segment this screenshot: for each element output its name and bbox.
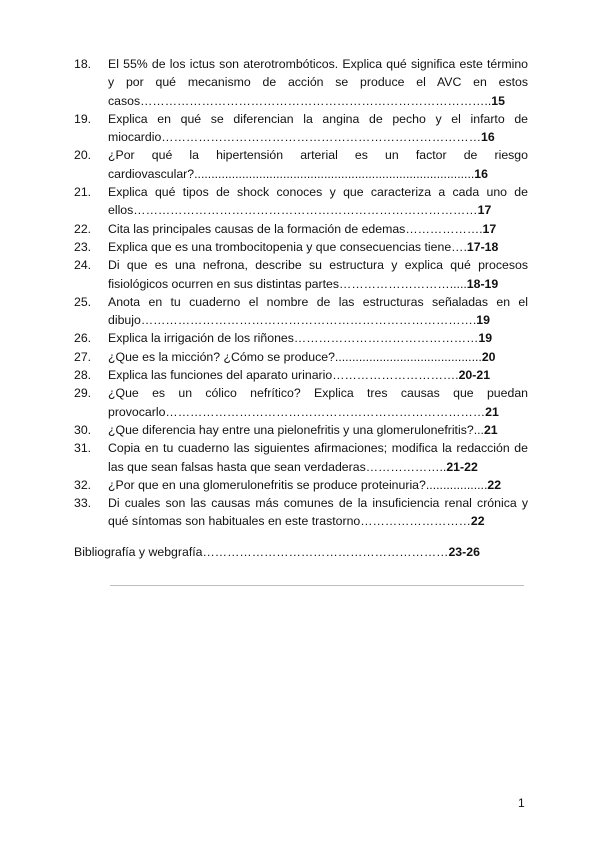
toc-entry-18 xyxy=(74,55,528,110)
table-of-contents xyxy=(74,55,528,531)
toc-entry-number: 25. xyxy=(74,294,92,309)
toc-entry-page: 22 xyxy=(487,477,502,492)
toc-entry-page: 17 xyxy=(477,203,492,218)
toc-entry-page: 19 xyxy=(476,313,490,328)
toc-entry-26 xyxy=(74,329,528,347)
toc-entry-page: 17 xyxy=(482,221,497,236)
toc-entry-number: 29. xyxy=(74,386,92,401)
toc-entry-25 xyxy=(74,293,528,330)
toc-entry-number: 23. xyxy=(74,239,92,254)
toc-entry-text: Explica qué tipos de shock conoces y que caracteriza a cada uno de ellos………………………………………………………………………… xyxy=(108,185,528,218)
toc-entry-bibliography xyxy=(74,543,528,561)
toc-entry-33 xyxy=(74,494,528,531)
toc-entry-text: Explica la irrigación de los riñones……………………………………… xyxy=(108,331,479,346)
toc-entry-number: 33. xyxy=(74,496,92,511)
toc-entry-number: 27. xyxy=(74,349,92,364)
toc-entry-29 xyxy=(74,384,528,421)
toc-entry-page: 16 xyxy=(481,130,495,145)
toc-entry-31 xyxy=(74,439,528,476)
toc-entry-number: 32. xyxy=(74,477,92,492)
toc-entry-text: Copia en tu cuaderno las siguientes afirmaciones; modifica la redacción de las que sean falsas hasta que sean verdaderas……………….. xyxy=(108,441,528,474)
toc-entry-page: 21 xyxy=(485,404,499,419)
toc-entry-22 xyxy=(74,220,528,238)
toc-entry-text: Anota en tu cuaderno el nombre de las estructuras señaladas en el dibujo………………………………………………………………………. xyxy=(108,294,528,328)
toc-entry-19 xyxy=(74,110,528,147)
toc-entry-text: Di cuales son las causas más comunes de la insuficiencia renal crónica y qué síntomas son habituales en este trastorno……………………… xyxy=(108,496,528,529)
toc-entry-number: 21. xyxy=(74,185,92,200)
toc-entry-28 xyxy=(74,366,528,384)
toc-entry-text: Explica que es una trombocitopenia y que consecuencias tiene…. xyxy=(108,239,467,254)
toc-entry-number: 30. xyxy=(74,422,92,437)
toc-entry-text: Di que es una nefrona, describe su estructura y explica qué procesos fisiológicos ocurren en sus distintas partes………………………..... xyxy=(108,258,528,291)
toc-entry-20 xyxy=(74,146,528,183)
bibliography-text: Bibliografía y webgrafía…………………………………………………… xyxy=(74,545,449,559)
toc-entry-number: 26. xyxy=(74,331,92,346)
toc-entry-23 xyxy=(74,238,528,256)
toc-entry-page: 16 xyxy=(474,166,488,181)
toc-entry-text: ¿Por qué la hipertensión arterial es un factor de riesgo cardiovascular?.................................................................................. xyxy=(108,148,528,181)
toc-entry-page: 22 xyxy=(470,514,485,529)
toc-entry-text: Cita las principales causas de la formación de edemas………………. xyxy=(108,221,483,236)
toc-entry-text: ¿Que es la micción? ¿Cómo se produce?........................................... xyxy=(108,349,482,364)
toc-entry-24 xyxy=(74,256,528,293)
toc-entry-number: 31. xyxy=(74,441,92,456)
toc-entry-page: 20 xyxy=(481,349,496,364)
toc-entry-27 xyxy=(74,348,528,366)
toc-entry-number: 28. xyxy=(74,368,92,383)
toc-entry-number: 22. xyxy=(74,221,92,236)
toc-entry-page: 15 xyxy=(491,93,505,108)
toc-entry-32 xyxy=(74,476,528,494)
toc-entry-text: ¿Por que en una glomerulonefritis se produce proteinuria?.................. xyxy=(108,477,488,492)
horizontal-divider xyxy=(110,585,524,586)
toc-entry-text: Explica las funciones del aparato urinario…………………………. xyxy=(108,368,459,383)
toc-entry-text: ¿Que diferencia hay entre una pielonefritis y una glomerulonefritis?... xyxy=(108,422,484,437)
toc-entry-page: 17-18 xyxy=(466,239,499,254)
toc-entry-page: 19 xyxy=(478,331,493,346)
toc-entry-text: El 55% de los ictus son aterotrombóticos. Explica qué significa este término y por qué mecanismo de acción se produce el AVC en estos casos………………………………………………………………………….. xyxy=(108,57,528,108)
toc-entry-text: Explica en qué se diferencian la angina de pecho y el infarto de miocardio…………………………………………………………………… xyxy=(108,111,528,145)
toc-entry-page: 21 xyxy=(483,422,498,437)
page-number: 1 xyxy=(518,796,525,810)
toc-entry-21 xyxy=(74,183,528,220)
toc-entry-text: ¿Que es un cólico nefrítico? Explica tres causas que puedan provocarlo…………………………………………………………………… xyxy=(108,386,528,419)
toc-entry-page: 21-22 xyxy=(446,459,478,474)
bibliography-page: 23-26 xyxy=(448,545,480,559)
toc-entry-page: 18-19 xyxy=(466,276,499,291)
toc-entry-number: 18. xyxy=(74,57,92,71)
toc-entry-number: 20. xyxy=(74,148,92,163)
toc-entry-number: 19. xyxy=(74,111,92,126)
toc-entry-page: 20-21 xyxy=(458,368,491,383)
toc-entry-number: 24. xyxy=(74,258,92,273)
toc-entry-30 xyxy=(74,421,528,439)
